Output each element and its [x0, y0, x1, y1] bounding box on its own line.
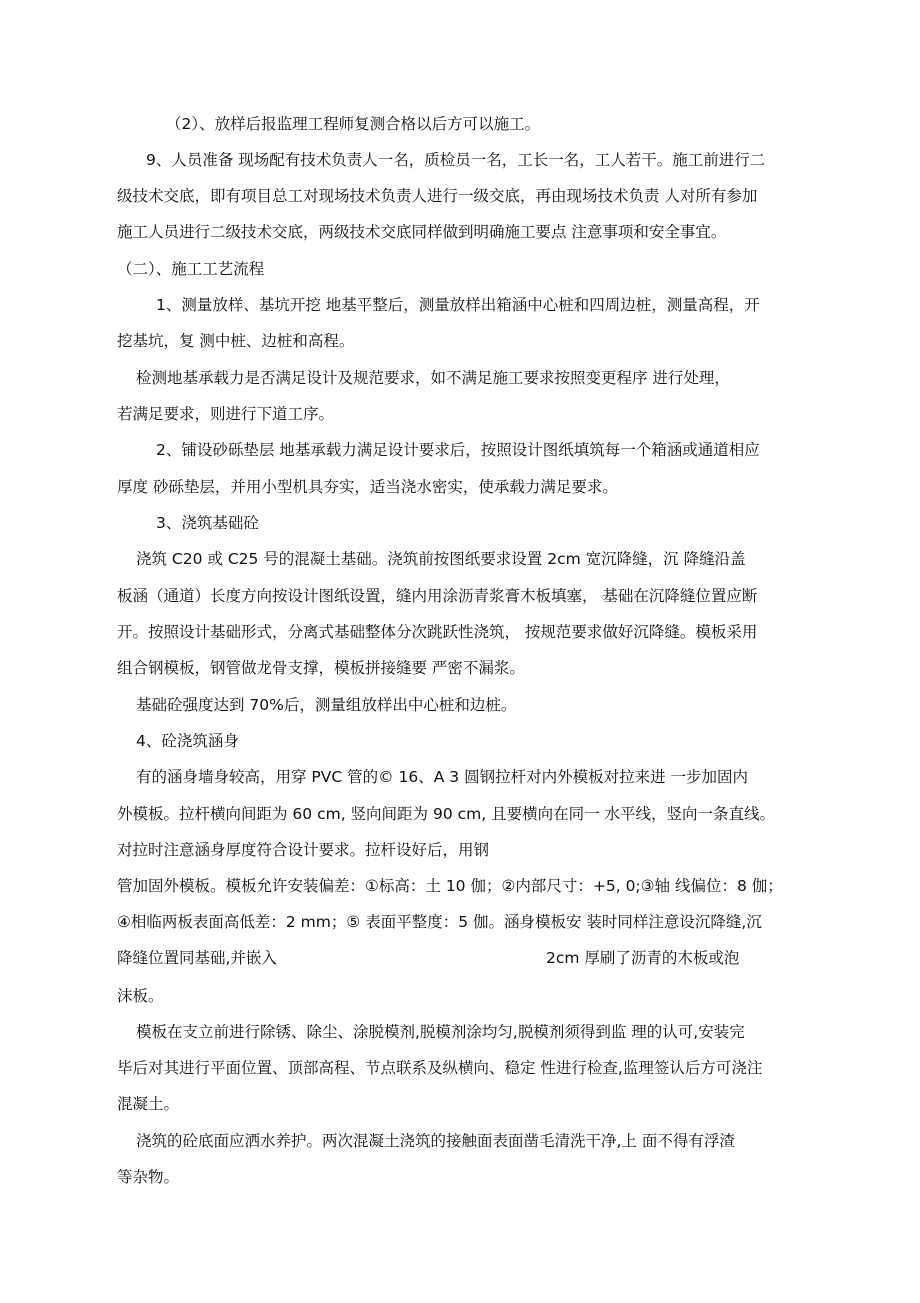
- text-line: 混凝土。: [117, 1095, 180, 1113]
- section-heading: （二）、施工工艺流程: [117, 260, 265, 278]
- text-line: 板涵（通道）长度方向按设计图纸设置，缝内用涂沥青浆膏木板填塞， 基础在沉降缝位置应断: [117, 587, 758, 605]
- text-line: ④相临两板表面高低差：2 mm；⑤ 表面平整度：5 伽。涵身模板安 装时同样注意设沉降缝,沉: [117, 913, 762, 931]
- text-line: 降缝位置同基础,并嵌入: [117, 949, 277, 967]
- text-line: 厚度 砂砾垫层，并用小型机具夯实，适当浇水密实，使承载力满足要求。: [117, 478, 618, 496]
- text-line: 沫板。: [117, 987, 164, 1005]
- text-line: 2、铺设砂砾垫层 地基承载力满足设计要求后，按照设计图纸填筑每一个箱涵或通道相应: [156, 441, 760, 459]
- text-line: 等杂物。: [117, 1168, 180, 1186]
- subheading: 3、浇筑基础砼: [156, 514, 259, 532]
- subheading: 4、砼浇筑涵身: [136, 732, 239, 750]
- text-line: （2）、放样后报监理工程师复测合格以后方可以施工。: [166, 115, 541, 133]
- text-line: 检测地基承载力是否满足设计及规范要求，如不满足施工要求按照变更程序 进行处理，: [136, 369, 730, 387]
- text-line: 若满足要求，则进行下道工序。: [117, 405, 335, 423]
- text-line: 有的涵身墙身较高，用穿 PVC 管的© 16、A 3 圆钢拉杆对内外模板对拉来进 一步加固内: [136, 768, 749, 786]
- text-line: 1、测量放样、基坑开挖 地基平整后，测量放样出箱涵中心桩和四周边桩，测量高程，开: [156, 296, 760, 314]
- text-line: 开。按照设计基础形式，分离式基础整体分次跳跃性浇筑， 按规范要求做好沉降缝。模板采用: [117, 623, 758, 641]
- text-line: 浇筑的砼底面应洒水养护。两次混凝土浇筑的接触面表面凿毛清洗干净,上 面不得有浮渣: [136, 1132, 735, 1150]
- text-line: 对拉时注意涵身厚度符合设计要求。拉杆设好后，用钢: [117, 841, 490, 859]
- text-line: 级技术交底，即有项目总工对现场技术负责人进行一级交底，再由现场技术负责 人对所有参加: [117, 187, 758, 205]
- text-line: 外模板。拉杆横向间距为 60 cm, 竖向间距为 90 cm, 且要横向在同一 水平线，竖向一条直线。: [117, 805, 776, 823]
- text-line: 组合钢模板，钢管做龙骨支撑，模板拼接缝要 严密不漏浆。: [117, 659, 525, 677]
- text-line: 基础砼强度达到 70%后，测量组放样出中心桩和边桩。: [136, 696, 517, 714]
- text-line: 2cm 厚刷了沥青的木板或泡: [546, 949, 740, 967]
- text-line: 挖基坑，复 测中桩、边桩和高程。: [117, 332, 355, 350]
- text-line: 施工人员进行二级技术交底，两级技术交底同样做到明确施工要点 注意事项和安全事宜。: [117, 223, 727, 241]
- text-line: 管加固外模板。模板允许安装偏差：①标高：土 10 伽；②内部尺寸：+5, 0;③轴 线偏位：8 伽；: [117, 877, 783, 895]
- text-line: 9、人员准备 现场配有技术负责人一名，质检员一名，工长一名，工人若干。施工前进行二: [146, 151, 766, 169]
- text-line: 模板在支立前进行除锈、除尘、涂脱模剂,脱模剂涂均匀,脱模剂须得到监 理的认可,安装完: [136, 1023, 745, 1041]
- text-line: 毕后对其进行平面位置、顶部高程、节点联系及纵横向、稳定 性进行检查,监理签认后方可浇注: [117, 1059, 763, 1077]
- text-line: 浇筑 C20 或 C25 号的混凝土基础。浇筑前按图纸要求设置 2cm 宽沉降缝，沉 降缝沿盖: [136, 550, 746, 568]
